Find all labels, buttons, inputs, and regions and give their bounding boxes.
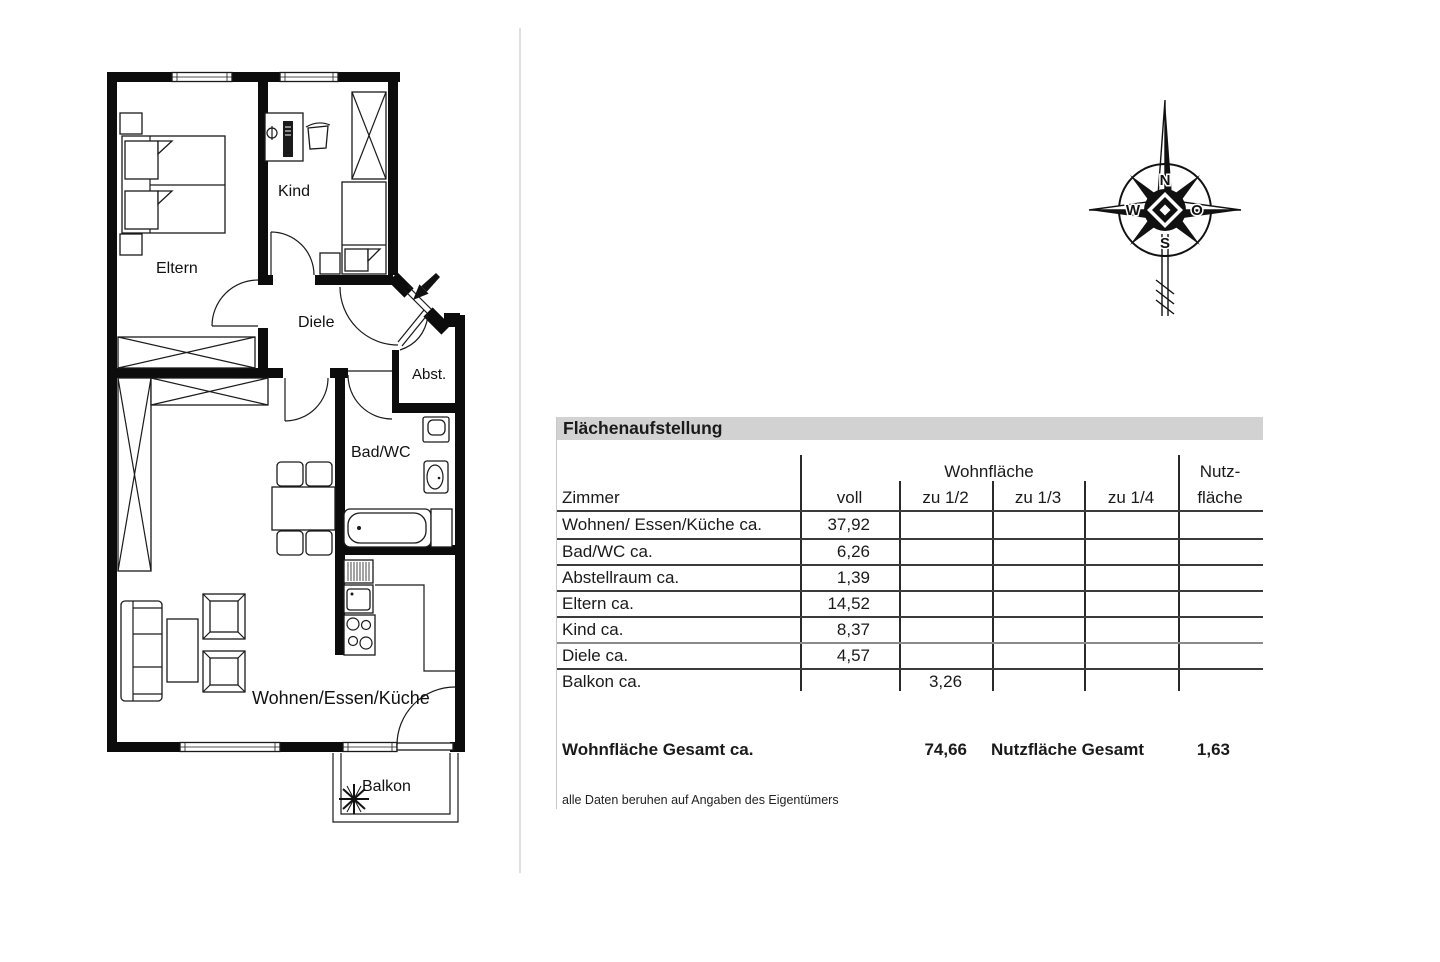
room-label-bad: Bad/WC [351,444,411,461]
room-label-eltern: Eltern [156,260,198,277]
compass-svg [1085,88,1245,323]
compass-center-icon [1144,189,1186,231]
column-header-voll: voll [836,488,863,507]
door-kind [271,232,314,275]
row-voll-value: 6,26 [836,542,870,561]
dining-set [272,462,335,555]
pillow [125,191,158,229]
row-label: Abstellraum ca. [562,568,680,587]
window-eltern [172,73,232,82]
row-label: Bad/WC ca. [562,542,653,561]
compass-letter-o: O [1191,202,1203,219]
room-label-balkon: Balkon [362,778,411,795]
room-label-abst: Abst. [412,366,447,383]
chair [277,531,303,555]
kitchen [344,560,455,671]
row-label: Kind ca. [562,620,624,639]
pillow [345,249,368,271]
chair [277,462,303,486]
row-voll-value: 8,37 [836,620,870,639]
row-zu12-value: 3,26 [928,672,963,691]
nightstand [320,253,340,274]
table-row [557,669,1263,694]
compass-rose [1085,88,1245,323]
sofa-corner [121,594,245,701]
bath-shelf [431,509,452,547]
wohnflaeche-total-label: Wohnfläche Gesamt ca. [562,740,754,759]
row-voll-value: 4,57 [836,646,870,665]
column-header-zu13: zu 1/3 [1014,488,1062,507]
room-label-kind: Kind [278,183,311,200]
table-footnote: alle Daten beruhen auf Angaben des Eigentümers [562,793,839,807]
window-wohnen [180,743,280,752]
table-row [557,643,1263,668]
column-header-nutz-1: Nutz- [1199,462,1241,481]
table-row [557,539,1263,564]
area-table-panel [557,417,1263,817]
chair [306,531,332,555]
door-bad [348,371,392,419]
room-eltern-furniture [118,113,255,368]
counter [375,585,455,671]
stove [344,615,375,655]
totals-row [557,737,1263,763]
column-header-zimmer: Zimmer [562,488,620,507]
row-voll-value: 37,92 [827,515,870,534]
window-kind [280,73,338,82]
column-header-nutz-2: fläche [1197,488,1243,507]
room-label-diele: Diele [298,314,335,331]
door-eltern [212,280,258,326]
wohnen-closets [118,378,268,571]
compass-letter-w: W [1125,202,1141,219]
column-group-wohnflaeche: Wohnfläche [944,462,1034,481]
door-abst [398,310,428,350]
sofa [121,601,162,701]
pc-tower [283,121,293,157]
row-voll-value: 1,39 [836,568,870,587]
armchair [203,651,245,692]
table-row [557,591,1263,616]
compass-letter-n: N [1159,172,1171,189]
wohnflaeche-total-value: 74,66 [924,740,967,759]
room-label-wohnen: Wohnen/Essen/Küche [252,688,430,708]
table-row [557,512,1263,537]
window-kueche [343,743,397,752]
row-label: Balkon ca. [562,672,642,691]
pillow [125,141,158,179]
table-row [557,617,1263,642]
table-row [557,565,1263,590]
nutzflaeche-total-label: Nutzfläche Gesamt [991,740,1145,759]
row-label: Wohnen/ Essen/Küche ca. [562,515,763,534]
table-title-bar: Flächenaufstellung [557,417,1263,440]
compass-letter-s: S [1159,235,1171,252]
nutzflaeche-total-value: 1,63 [1196,740,1230,759]
entrance-arrow-icon [413,273,440,300]
floorplan [90,55,535,880]
door-wohnen [285,378,328,421]
nightstand [120,234,142,255]
chair [308,126,328,149]
floorplan-svg [90,55,535,880]
chair [306,462,332,486]
nightstand [120,113,142,134]
column-header-zu12: zu 1/2 [922,488,969,507]
row-label: Eltern ca. [562,594,634,613]
column-header-zu14: zu 1/4 [1107,488,1155,507]
armchair [203,594,245,639]
row-voll-value: 14,52 [827,594,870,613]
coffee-table [167,619,198,682]
dining-table [272,487,335,530]
bathroom-fixtures [344,417,452,547]
row-label: Diele ca. [562,646,629,665]
